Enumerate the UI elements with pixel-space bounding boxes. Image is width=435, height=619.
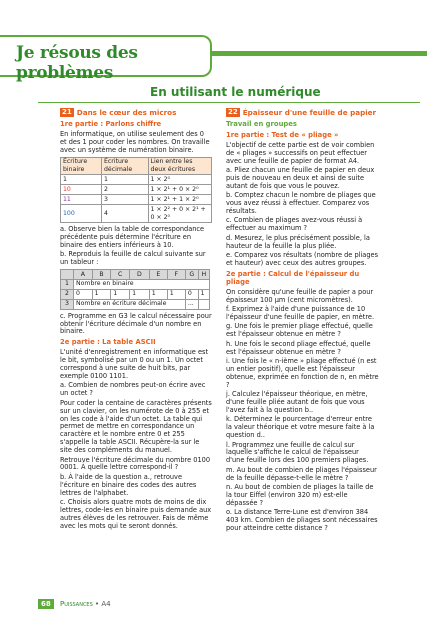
question-b: b. Comptez chacun le nombre de pliages que vous avez réussi à effectuer. Comparez vos résultats. xyxy=(226,191,376,216)
question-a: a. Combien de nombres peut-on écrire avec un octet ? xyxy=(60,381,206,398)
chapter-name: Puissances xyxy=(59,600,93,608)
sheet-cell: 1 xyxy=(198,289,209,299)
sheet-cell: Nombre en binaire xyxy=(74,279,210,289)
column-header: A xyxy=(74,270,93,280)
question-c: c. Programme en G3 le calcul nécessaire pour obtenir l'écriture décimale d'un nombre en binaire. xyxy=(60,311,212,336)
row-header: 3 xyxy=(61,299,74,309)
question-a: a. Pliez chacun une feuille de papier en deux puis de nouveau en deux et ainsi de suite autant de fois que vous le pouvez. xyxy=(226,166,375,190)
column-header: G xyxy=(185,270,198,280)
table-row xyxy=(61,205,212,223)
table-cell: 100 xyxy=(61,205,102,223)
paragraph: On considère qu'une feuille de papier a pour épaisseur 100 µm (cent micromètres). xyxy=(226,287,374,304)
section-title: En utilisant le numérique xyxy=(150,85,321,99)
question-h: h. Une fois le second pliage effectué, quelle est l'épaisseur obtenue en mètre ? xyxy=(226,339,371,356)
table-cell: 1 × 2² + 0 × 2¹ + 0 × 2⁰ xyxy=(148,205,211,223)
table-row xyxy=(61,175,212,185)
table-cell: 2 xyxy=(102,185,149,195)
exercise-title: Épaisseur d'une feuille de papier xyxy=(242,107,377,117)
spreadsheet-table xyxy=(60,269,210,310)
question-o: o. La distance Terre-Lune est d'environ 384 403 km. Combien de pliages sont nécessaires pour atteindre cette distance ? xyxy=(226,508,378,533)
sheet-cell: 1 xyxy=(111,289,130,299)
table-row xyxy=(61,185,212,195)
exercise-21-header xyxy=(60,108,212,117)
question-a: a. Observe bien la table de correspondance précédente puis détermine l'écriture en binaire des entiers inférieurs à 10. xyxy=(60,224,205,249)
group-label: Travail en groupes xyxy=(226,120,297,128)
table-cell: 1 × 2⁰ xyxy=(148,175,211,185)
binary-table xyxy=(60,157,212,223)
paragraph: Pour coder la centaine de caractères présents sur un clavier, on les numérote de 0 à 255 et on les code à l'aide d'un octet. La table qui permet de mettre en correspondance un caractère et le nombre entre 0 et 255 s'appelle la table ASCII. Récupère-la sur le site des compléments du manuel. xyxy=(60,398,212,455)
question-b: b. À l'aide de la question a., retrouve l'écriture en binaire des codes des autres lettres de l'alphabet. xyxy=(60,472,197,497)
sheet-cell xyxy=(198,299,209,309)
page-number: 68 xyxy=(38,599,54,609)
table-header: Écriture décimale xyxy=(102,157,149,175)
header-bar xyxy=(212,51,427,56)
exercise-22-header xyxy=(226,108,379,117)
question-l: l. Programmez une feuille de calcul sur laquelle s'affiche le calcul de l'épaisseur d'une feuille lors des 100 premiers pliages. xyxy=(226,440,369,465)
question-f: f. Exprimez à l'aide d'une puissance de 10 l'épaisseur d'une feuille de papier, en mètre. xyxy=(226,305,375,321)
paragraph: L'objectif de cette partie est de voir combien de « pliages » successifs on peut effectuer avec une feuille de papier de format A4. xyxy=(226,140,375,165)
paragraph: L'unité d'enregistrement en informatique est le bit, symbolisé par un 0 ou un 1. Un octet correspond à une suite de huit bits, par exemple 0100 1101. xyxy=(60,348,209,380)
page-title: Je résous des problèmes xyxy=(16,43,138,83)
exercise-22 xyxy=(226,108,379,535)
column-header: B xyxy=(92,270,111,280)
table-cell: 3 xyxy=(102,195,149,205)
sheet-cell: 0 xyxy=(74,289,93,299)
column-header: H xyxy=(198,270,209,280)
question-g: g. Une fois le premier pliage effectué, quelle est l'épaisseur obtenue en mètre ? xyxy=(226,322,373,339)
sheet-cell: 1 xyxy=(130,289,150,299)
question-d: d. Mesurez, le plus précisément possible, la hauteur de la feuille la plus pliée. xyxy=(226,233,370,250)
row-header: 2 xyxy=(61,289,74,299)
question-m: m. Au bout de combien de pliages l'épaisseur de la feuille dépasse-t-elle le mètre ? xyxy=(226,465,377,482)
row-header: 1 xyxy=(61,279,74,289)
question-c: c. Combien de pliages avez-vous réussi à effectuer au maximum ? xyxy=(226,216,363,233)
column-header: E xyxy=(149,270,167,280)
question-b: b. Reproduis la feuille de calcul suivante sur un tableur : xyxy=(60,250,206,267)
paragraph: En informatique, on utilise seulement des 0 et des 1 pour coder les nombres. On travaille avec un système de numération binaire. xyxy=(60,129,210,154)
corner-cell xyxy=(61,270,74,280)
question-i: i. Une fois le « n-ième » pliage effectué (n est un entier positif), quelle est l'épaisseur obtenue, exprimée en fonction de n, en mètre ? xyxy=(226,356,379,389)
column-header: C xyxy=(111,270,130,280)
chapter-level: A4 xyxy=(101,600,111,608)
sheet-cell: 1 xyxy=(167,289,185,299)
question-k: k. Déterminez le pourcentage d'erreur entre la valeur théorique et votre mesure faite à la question d.. xyxy=(226,415,375,440)
table-cell: 4 xyxy=(102,205,149,223)
table-cell: 1 × 2¹ + 1 × 2⁰ xyxy=(148,195,211,205)
part-title: 1re partie : Parlons chiffre xyxy=(60,120,162,128)
sheet-cell: 1 xyxy=(92,289,111,299)
page-footer xyxy=(38,600,111,608)
table-cell: 1 × 2¹ + 0 × 2⁰ xyxy=(148,185,211,195)
paragraph: Retrouve l'écriture décimale du nombre 0100 0001. À quelle lettre correspond-il ? xyxy=(60,455,211,472)
table-cell: 10 xyxy=(61,185,102,195)
sheet-cell: 1 xyxy=(149,289,167,299)
sheet-cell: Nombre en écriture décimale xyxy=(74,299,186,309)
sheet-cell: ... xyxy=(185,299,198,309)
table-cell: 1 xyxy=(102,175,149,185)
part-title: 1re partie : Test de « pliage » xyxy=(226,130,339,139)
part-title: 2e partie : La table ASCII xyxy=(60,338,156,347)
exercise-number: 21 xyxy=(62,108,72,116)
question-j: j. Calculez l'épaisseur théorique, en mètre, d'une feuille pliée autant de fois que vous l'avez fait à la question b.. xyxy=(226,390,368,414)
table-row xyxy=(61,195,212,205)
separator: • xyxy=(95,600,102,608)
table-header: Lien entre les deux écritures xyxy=(148,157,211,175)
question-e: e. Comparez vos résultats (nombre de pliages et hauteur) avec ceux des autres groupes. xyxy=(226,251,379,267)
section-divider xyxy=(38,102,420,103)
table-header: Écriture binaire xyxy=(61,157,102,175)
column-header: D xyxy=(130,270,150,280)
table-cell: 11 xyxy=(61,195,102,205)
sheet-cell: 0 xyxy=(185,289,198,299)
column-header: F xyxy=(167,270,185,280)
exercise-title: Dans le cœur des micros xyxy=(76,107,177,117)
exercise-number: 22 xyxy=(228,108,238,116)
exercise-21 xyxy=(60,108,212,532)
header-banner xyxy=(0,35,212,83)
question-c: c. Choisis alors quatre mots de moins de dix lettres, code-les en binaire puis demande aux autres élèves de les retrouver. Fais de même avec les mots qui te seront donnés. xyxy=(60,498,212,530)
question-n: n. Au bout de combien de pliages la taille de la tour Eiffel (environ 320 m) est-elle dépassée ? xyxy=(226,483,374,507)
table-cell: 1 xyxy=(61,175,102,185)
part-title: 2e partie : Calcul de l'épaisseur du pliage xyxy=(226,269,360,286)
